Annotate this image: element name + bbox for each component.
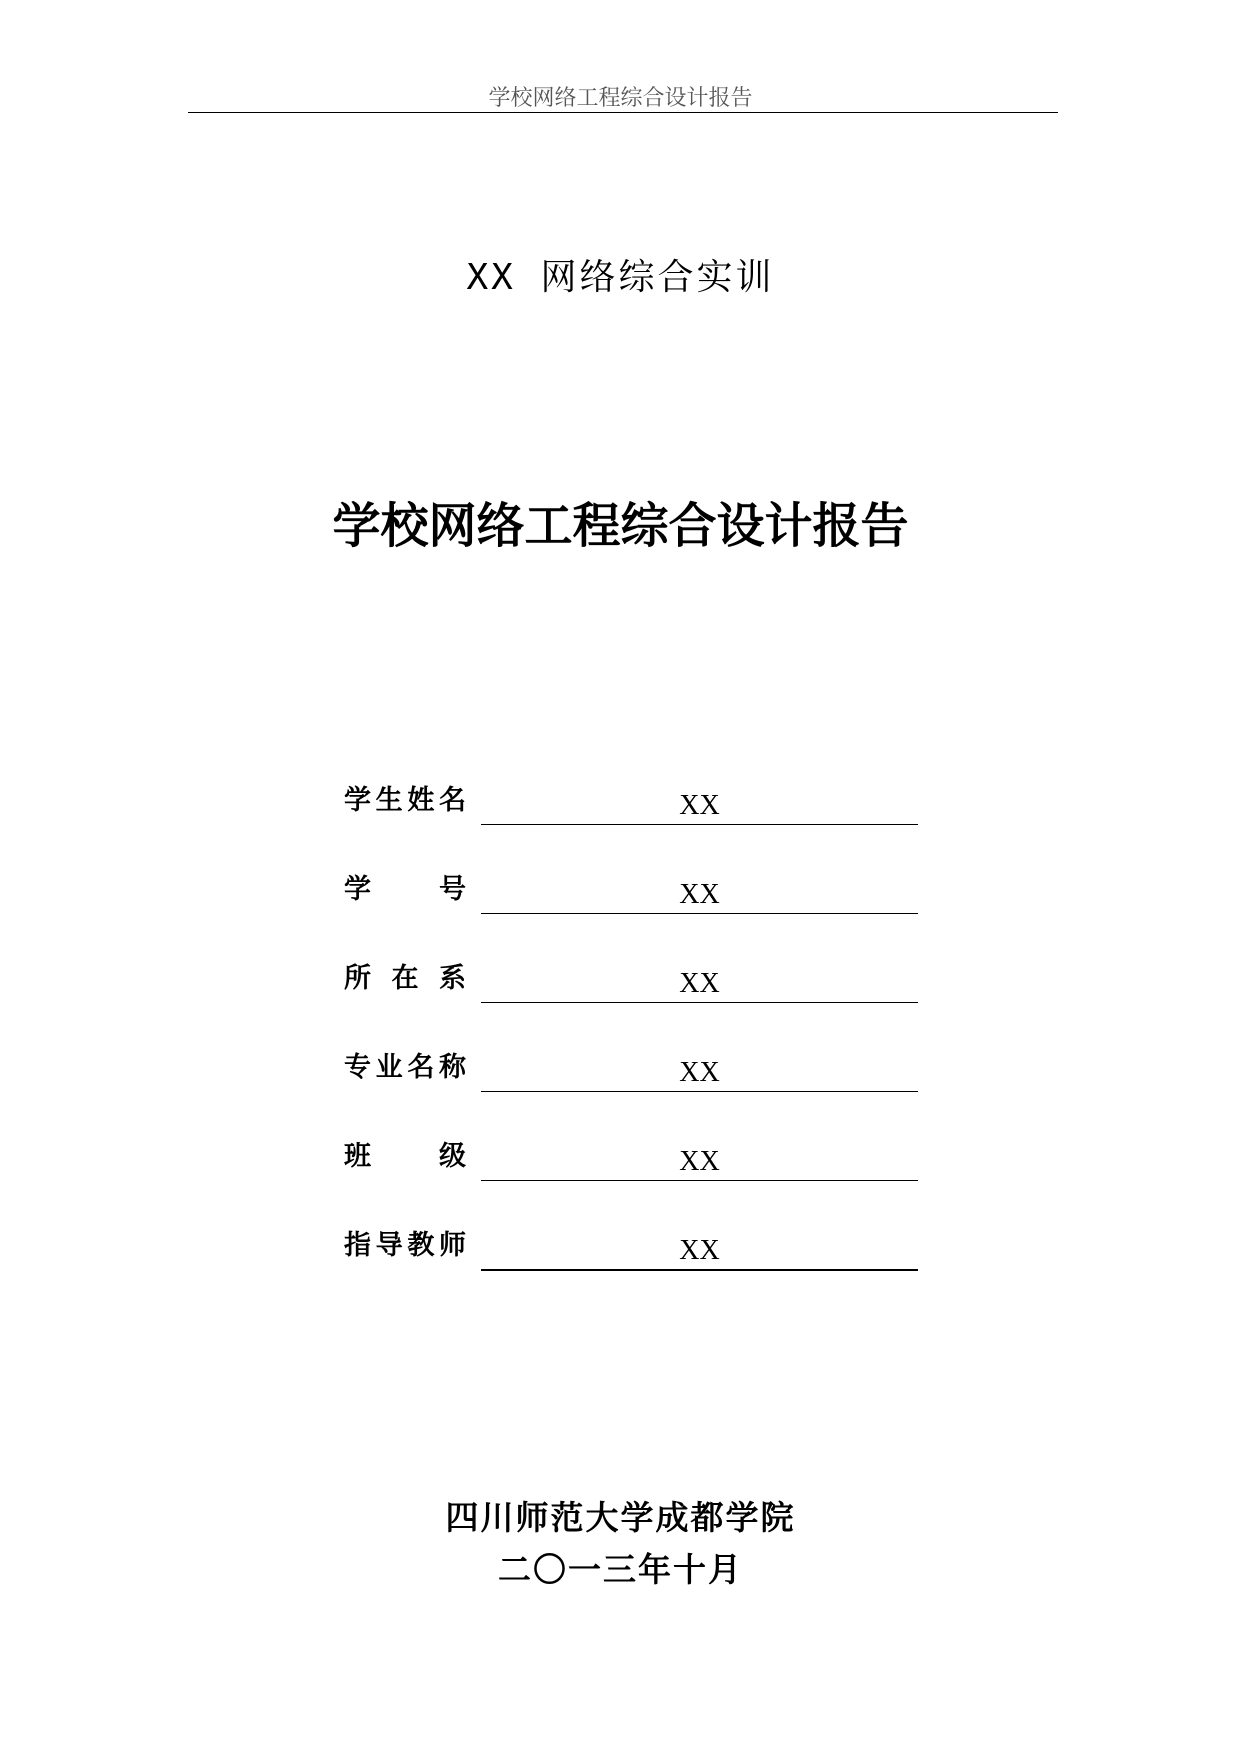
field-value: XX xyxy=(679,1057,720,1088)
field-major xyxy=(344,1047,918,1097)
label-char: 名 xyxy=(407,1052,435,1083)
field-label xyxy=(344,1140,466,1174)
field-value: XX xyxy=(679,1146,720,1177)
field-value: XX xyxy=(679,1235,720,1266)
header-rule xyxy=(188,112,1058,113)
label-char: 学 xyxy=(344,874,371,905)
field-student-id xyxy=(344,869,918,919)
label-char: 学 xyxy=(344,785,371,816)
field-value-underline xyxy=(481,869,918,914)
field-label xyxy=(344,1229,466,1263)
label-char: 业 xyxy=(375,1052,403,1083)
label-char: 师 xyxy=(438,1230,466,1261)
field-label xyxy=(344,1051,466,1085)
label-char: 教 xyxy=(407,1230,435,1261)
field-department xyxy=(344,958,918,1008)
label-char: 班 xyxy=(344,1141,371,1172)
field-value-underline xyxy=(481,958,918,1003)
label-char: 系 xyxy=(439,963,466,994)
field-value: XX xyxy=(679,879,720,910)
field-label xyxy=(344,962,466,996)
label-char: 导 xyxy=(375,1230,403,1261)
field-value: XX xyxy=(679,968,720,999)
field-value-underline xyxy=(481,1136,918,1181)
label-char: 专 xyxy=(344,1052,371,1083)
label-char: 号 xyxy=(439,874,466,905)
institution-name: 四川师范大学成都学院 xyxy=(445,1498,796,1537)
label-char: 生 xyxy=(375,785,403,816)
label-char: 级 xyxy=(439,1141,466,1172)
field-value-underline xyxy=(481,780,918,825)
field-student-name xyxy=(344,780,918,830)
label-char: 姓 xyxy=(407,785,435,816)
field-advisor xyxy=(344,1225,918,1275)
label-char: 指 xyxy=(344,1230,371,1261)
report-date: 二〇一三年十月 xyxy=(498,1550,743,1589)
field-class xyxy=(344,1136,918,1186)
field-label xyxy=(344,784,466,818)
field-value-underline xyxy=(481,1047,918,1092)
label-char: 名 xyxy=(438,785,466,816)
label-char: 所 xyxy=(344,963,371,994)
report-title: 学校网络工程综合设计报告 xyxy=(332,498,909,554)
field-value-underline xyxy=(481,1225,918,1271)
label-char: 在 xyxy=(391,963,419,994)
field-label xyxy=(344,873,466,907)
field-value: XX xyxy=(679,790,720,821)
course-title: XX 网络综合实训 xyxy=(466,257,775,298)
running-header-title: 学校网络工程综合设计报告 xyxy=(488,86,753,111)
label-char: 称 xyxy=(438,1052,466,1083)
